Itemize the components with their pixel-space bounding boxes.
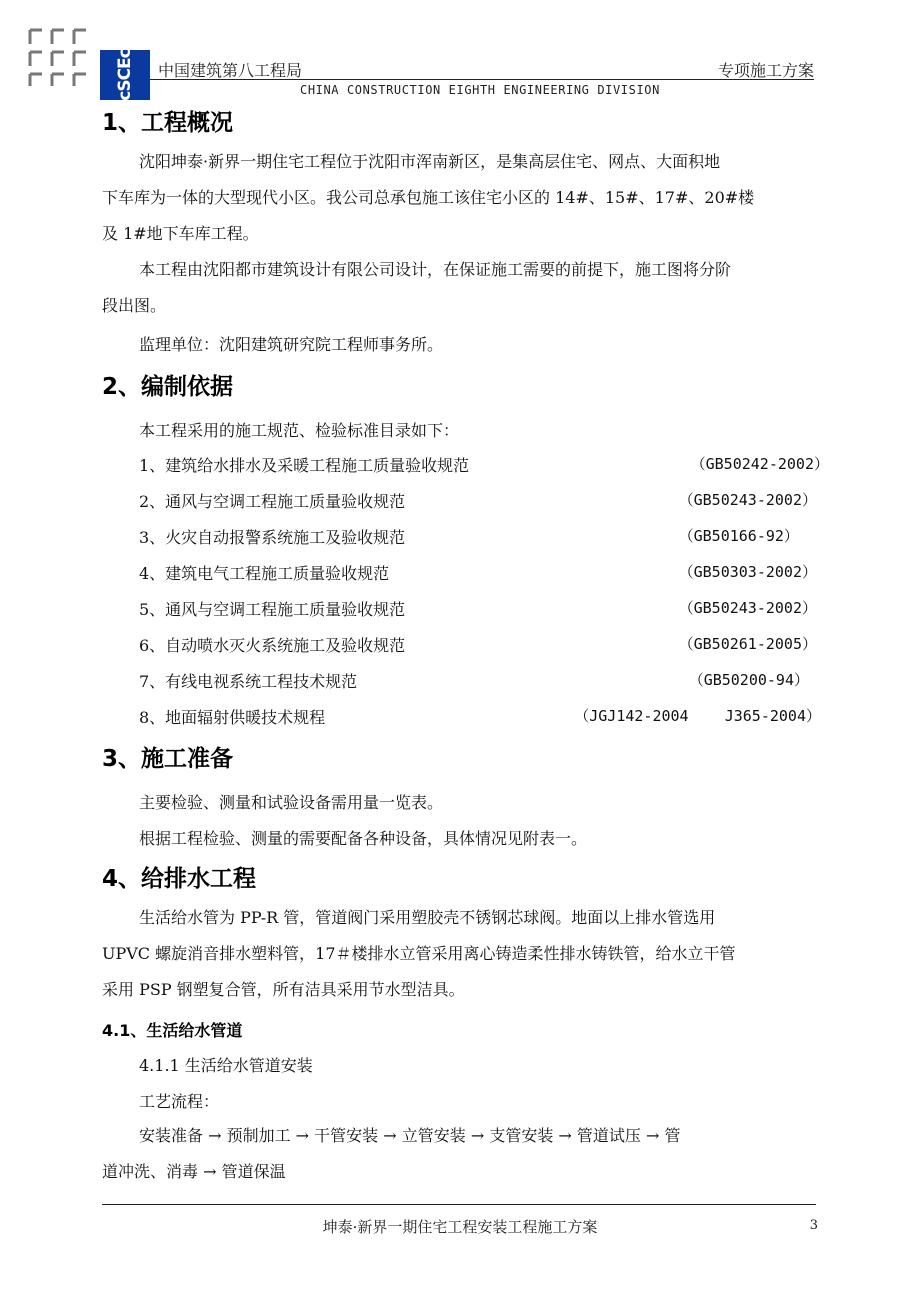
section-2-title: 2、编制依据 (102, 374, 234, 400)
section-4-paragraph-1 (102, 900, 822, 1008)
standard-name: 5、通风与空调工程施工质量验收规范 (139, 600, 406, 619)
process-flow (102, 1118, 822, 1190)
subsection-4-1-1-title: 4.1.1 生活给水管道安装 (139, 1056, 313, 1075)
footer-divider (102, 1204, 816, 1205)
section-2-intro: 本工程采用的施工规范、检验标准目录如下： (139, 421, 460, 440)
text-line: 段出图。 (102, 296, 167, 315)
text-line: 采用 PSP 钢塑复合管，所有洁具采用节水型洁具。 (102, 980, 465, 999)
standard-code: （JGJ142-2004 J365-2004） (574, 707, 821, 725)
text-line: UPVC 螺旋消音排水塑料管，17＃楼排水立管采用离心铸造柔性排水铸铁管，给水立干管 (102, 944, 736, 963)
text-line: 道冲洗、消毒 → 管道保温 (102, 1162, 286, 1181)
text-line: 沈阳坤泰·新界一期住宅工程位于沈阳市浑南新区，是集高层住宅、网点、大面积地 (139, 152, 721, 171)
standard-name: 8、地面辐射供暖技术规程 (139, 708, 326, 727)
standard-name: 2、通风与空调工程施工质量验收规范 (139, 492, 406, 511)
section-3-title: 3、施工准备 (102, 746, 234, 772)
text-line: 及 1#地下车库工程。 (102, 224, 259, 243)
section-3-paragraph-1: 主要检验、测量和试验设备需用量一览表。 (139, 793, 444, 812)
text-line: 生活给水管为 PP-R 管，管道阀门采用塑胶壳不锈钢芯球阀。地面以上排水管选用 (139, 908, 716, 927)
footer-title: 坤泰·新界一期住宅工程安装工程施工方案 (322, 1218, 598, 1236)
standard-name: 6、自动喷水灭火系统施工及验收规范 (139, 636, 406, 655)
standard-code: （GB50243-2002） (678, 491, 817, 509)
subsection-4-1-title: 4.1、生活给水管道 (102, 1021, 243, 1040)
header-document-type: 专项施工方案 (717, 61, 814, 80)
text-line: 本工程由沈阳都市建筑设计有限公司设计，在保证施工需要的前提下，施工图将分阶 (139, 260, 732, 279)
standard-name: 3、火灾自动报警系统施工及验收规范 (139, 528, 406, 547)
section-1-paragraph-1 (102, 144, 822, 252)
header-organization: 中国建筑第八工程局 (158, 61, 303, 80)
standard-code: （GB50200-94） (688, 671, 809, 689)
section-3-paragraph-2: 根据工程检验、测量的需要配备各种设备，具体情况见附表一。 (139, 829, 588, 848)
section-1-title: 1、工程概况 (102, 110, 234, 136)
standard-name: 4、建筑电气工程施工质量验收规范 (139, 564, 390, 583)
standard-name: 7、有线电视系统工程技术规范 (139, 672, 358, 691)
standard-name: 1、建筑给水排水及采暖工程施工质量验收规范 (139, 456, 470, 475)
standard-code: （GB50242-2002） (690, 455, 829, 473)
standard-code: （GB50243-2002） (678, 599, 817, 617)
text-line: 安装准备 → 预制加工 → 干管安装 → 立管安装 → 支管安装 → 管道试压 → 管 (139, 1126, 681, 1145)
standard-code: （GB50303-2002） (678, 563, 817, 581)
corner-decoration-icon (28, 28, 90, 88)
section-4-title: 4、给排水工程 (102, 866, 257, 892)
section-1-supervisor: 监理单位：沈阳建筑研究院工程师事务所。 (139, 335, 444, 354)
section-1-paragraph-2 (102, 252, 822, 324)
header-organization-english: CHINA CONSTRUCTION EIGHTH ENGINEERING DIVISION (300, 83, 660, 97)
header-divider (150, 79, 814, 80)
process-label: 工艺流程： (139, 1092, 220, 1111)
standard-code: （GB50166-92） (678, 527, 817, 545)
standard-code: （GB50261-2005） (678, 635, 817, 653)
logo-text: cSCEc (115, 49, 135, 101)
text-line: 下车库为一体的大型现代小区。我公司总承包施工该住宅小区的 14#、15#、17#、20#楼 (102, 188, 755, 207)
cscec-logo (100, 50, 150, 100)
page-number: 3 (809, 1218, 818, 1233)
